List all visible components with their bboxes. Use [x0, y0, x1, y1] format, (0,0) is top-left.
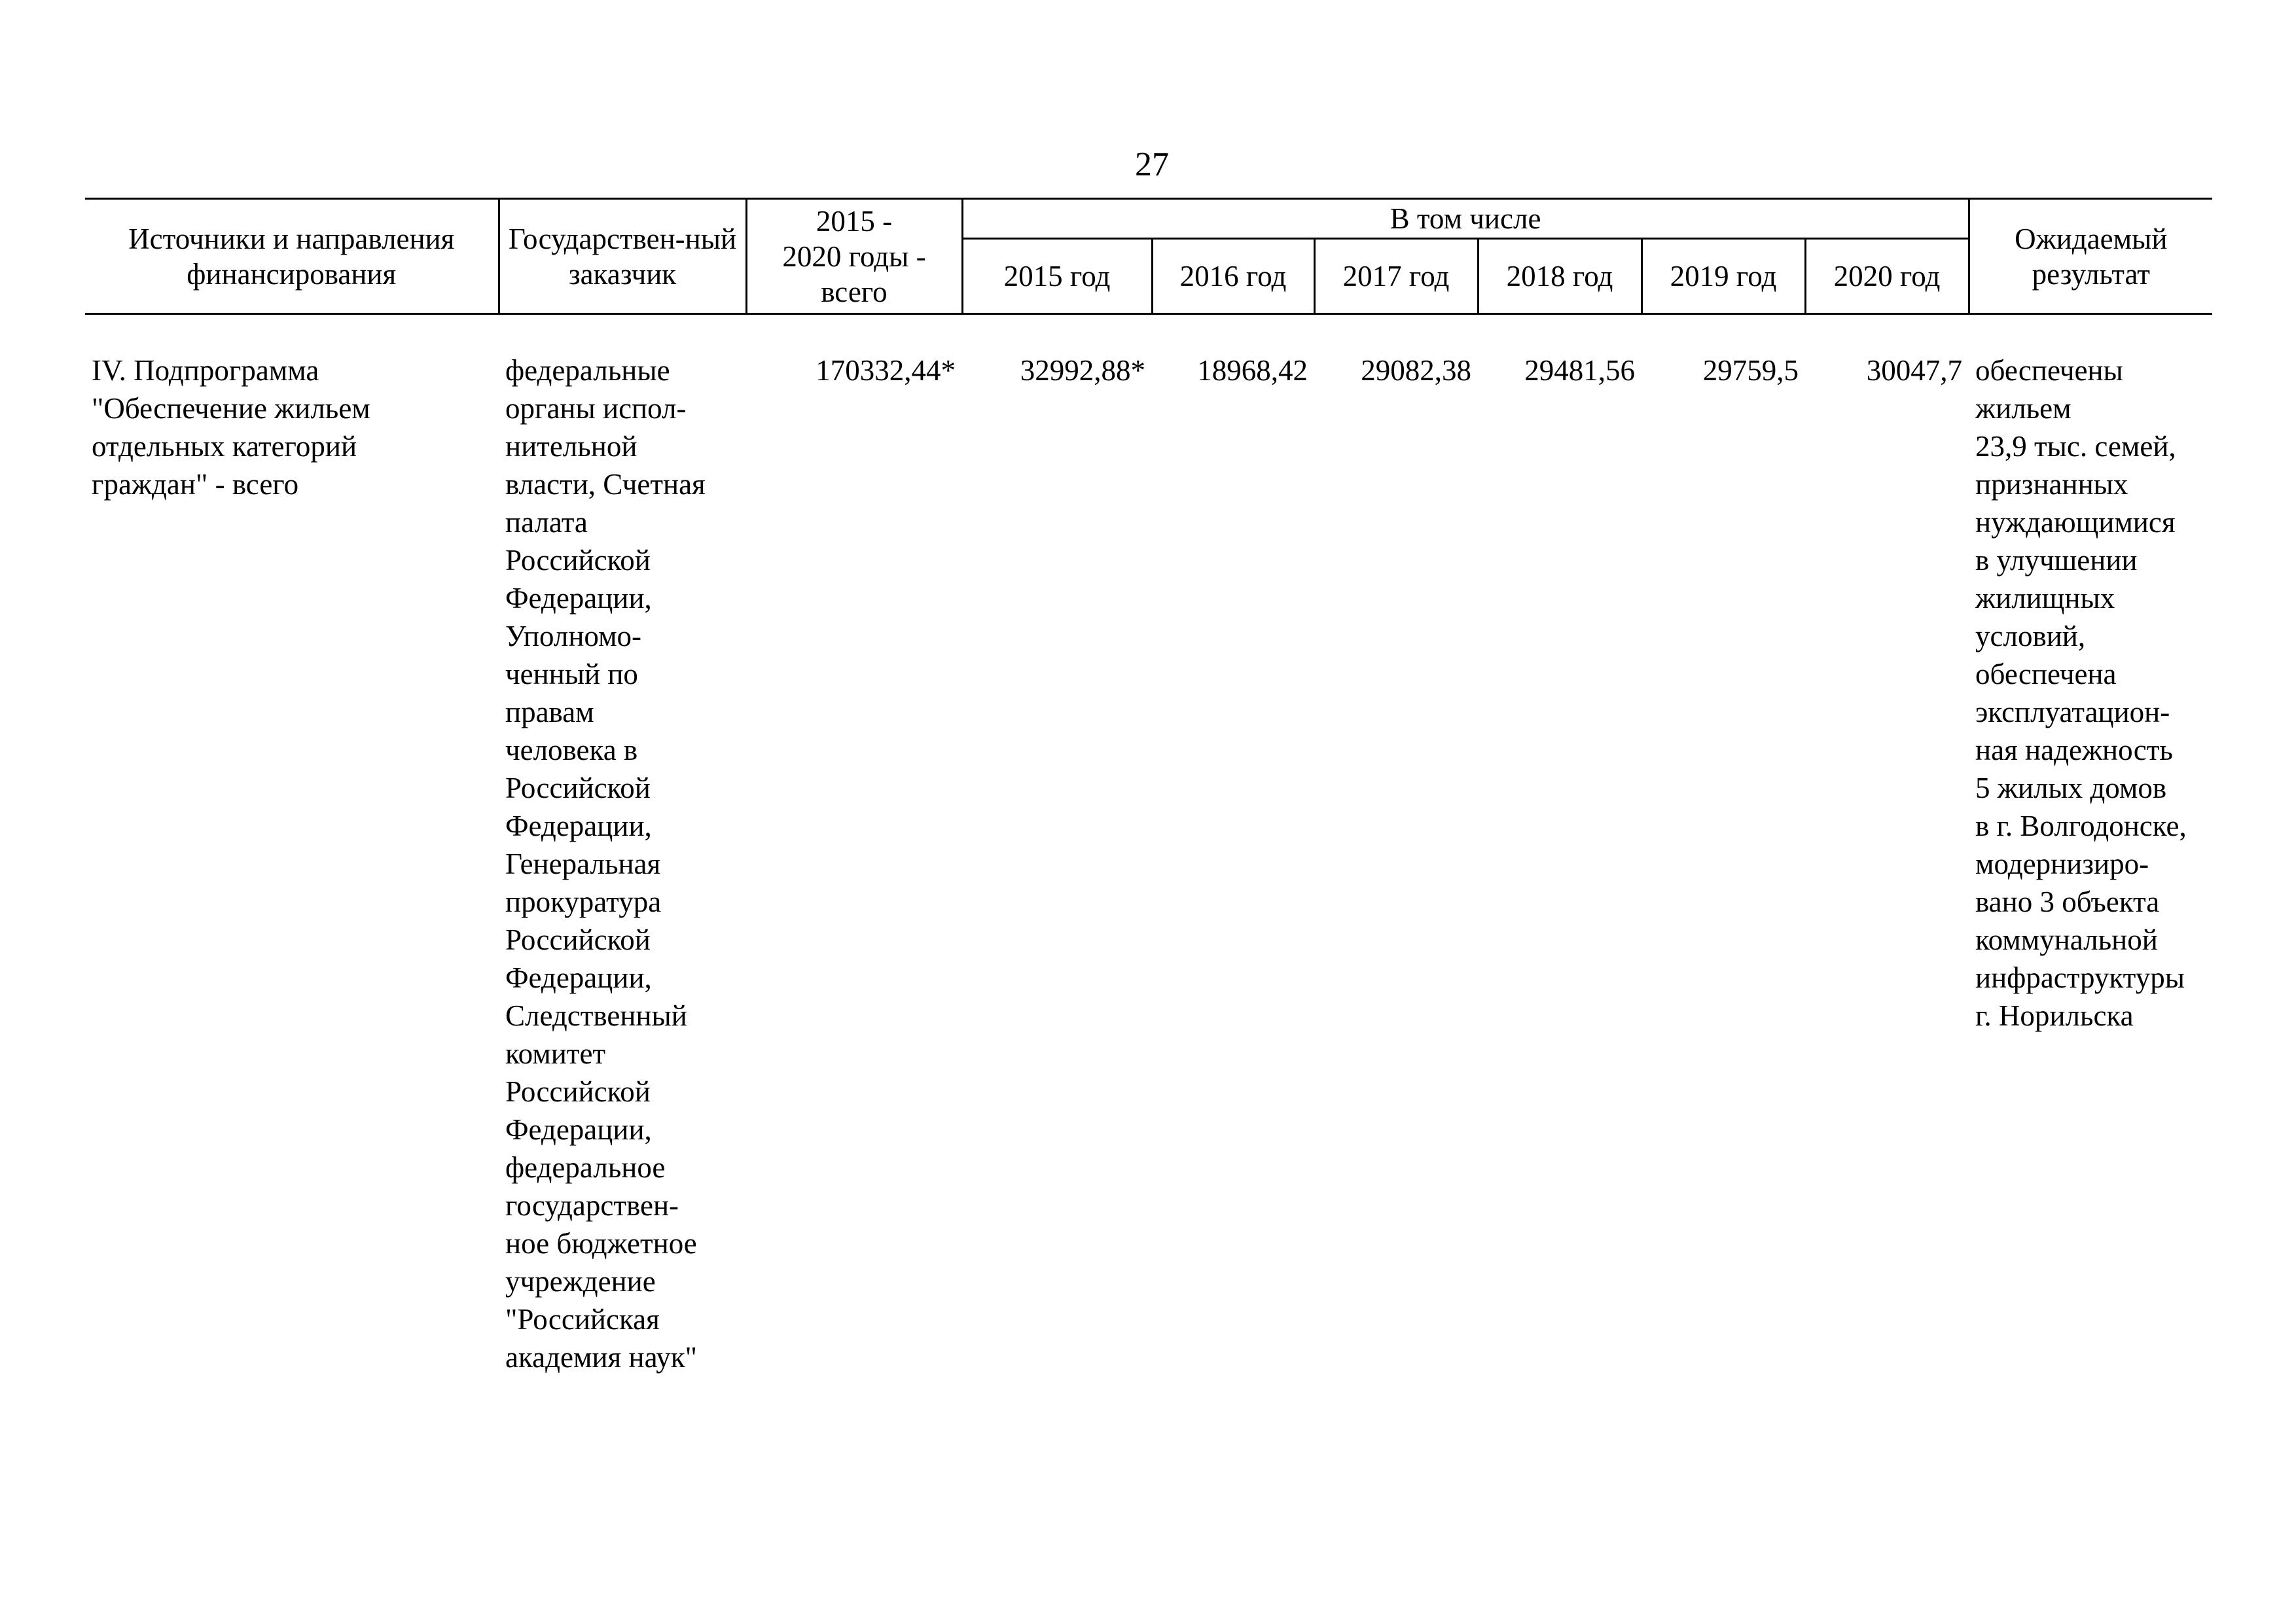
customer-cell: федеральные органы испол- нительной власти, Счетная палата Российской Федерации, Уполномо- ченный по правам человека в Российской Федерации, Генеральная прокуратура Российской Федерации, Следственный комитет Российской Федерации, федеральное государствен- ное бюджетное учреждение "Российская академия наук"	[505, 354, 706, 1374]
header-total-line3: всего	[821, 275, 888, 308]
result-cell: обеспечены жильем 23,9 тыс. семей, признанных нуждающимися в улучшении жилищных условий, обеспечена эксплуатацион- ная надежность 5 жилых домов в г. Волгодонске, модернизиро- вано 3 объекта коммунальной инфраструктуры г. Норильска	[1975, 354, 2187, 1032]
value-2016: 18968,42	[1197, 354, 1308, 387]
value-2019: 29759,5	[1702, 354, 1799, 387]
source-cell: IV. Подпрограмма "Обеспечение жильем отдельных категорий граждан" - всего	[92, 354, 370, 501]
page-number: 27	[1135, 146, 1169, 183]
header-year-2016: 2016 год	[1152, 239, 1314, 314]
header-total	[746, 199, 962, 314]
value-2017: 29082,38	[1361, 354, 1471, 387]
header-year-2018: 2018 год	[1478, 239, 1641, 314]
value-2015: 32992,88*	[1020, 354, 1145, 387]
value-2018: 29481,56	[1524, 354, 1635, 387]
header-year-2015: 2015 год	[962, 239, 1152, 314]
header-total-line1: 2015 -	[816, 204, 893, 238]
value-2020: 30047,7	[1866, 354, 1963, 387]
header-including: В том числе	[962, 199, 1969, 239]
header-sources: Источники и направления финансирования	[85, 199, 499, 314]
table-row	[85, 351, 2212, 1376]
total-value: 170332,44*	[816, 354, 956, 387]
header-customer: Государствен-ный заказчик	[499, 199, 746, 314]
header-year-2017: 2017 год	[1314, 239, 1478, 314]
header-result: Ожидаемый результат	[1969, 199, 2212, 314]
header-total-line2: 2020 годы -	[782, 240, 926, 273]
header-year-2020: 2020 год	[1805, 239, 1969, 314]
financing-table	[85, 198, 2212, 1376]
header-year-2019: 2019 год	[1641, 239, 1805, 314]
